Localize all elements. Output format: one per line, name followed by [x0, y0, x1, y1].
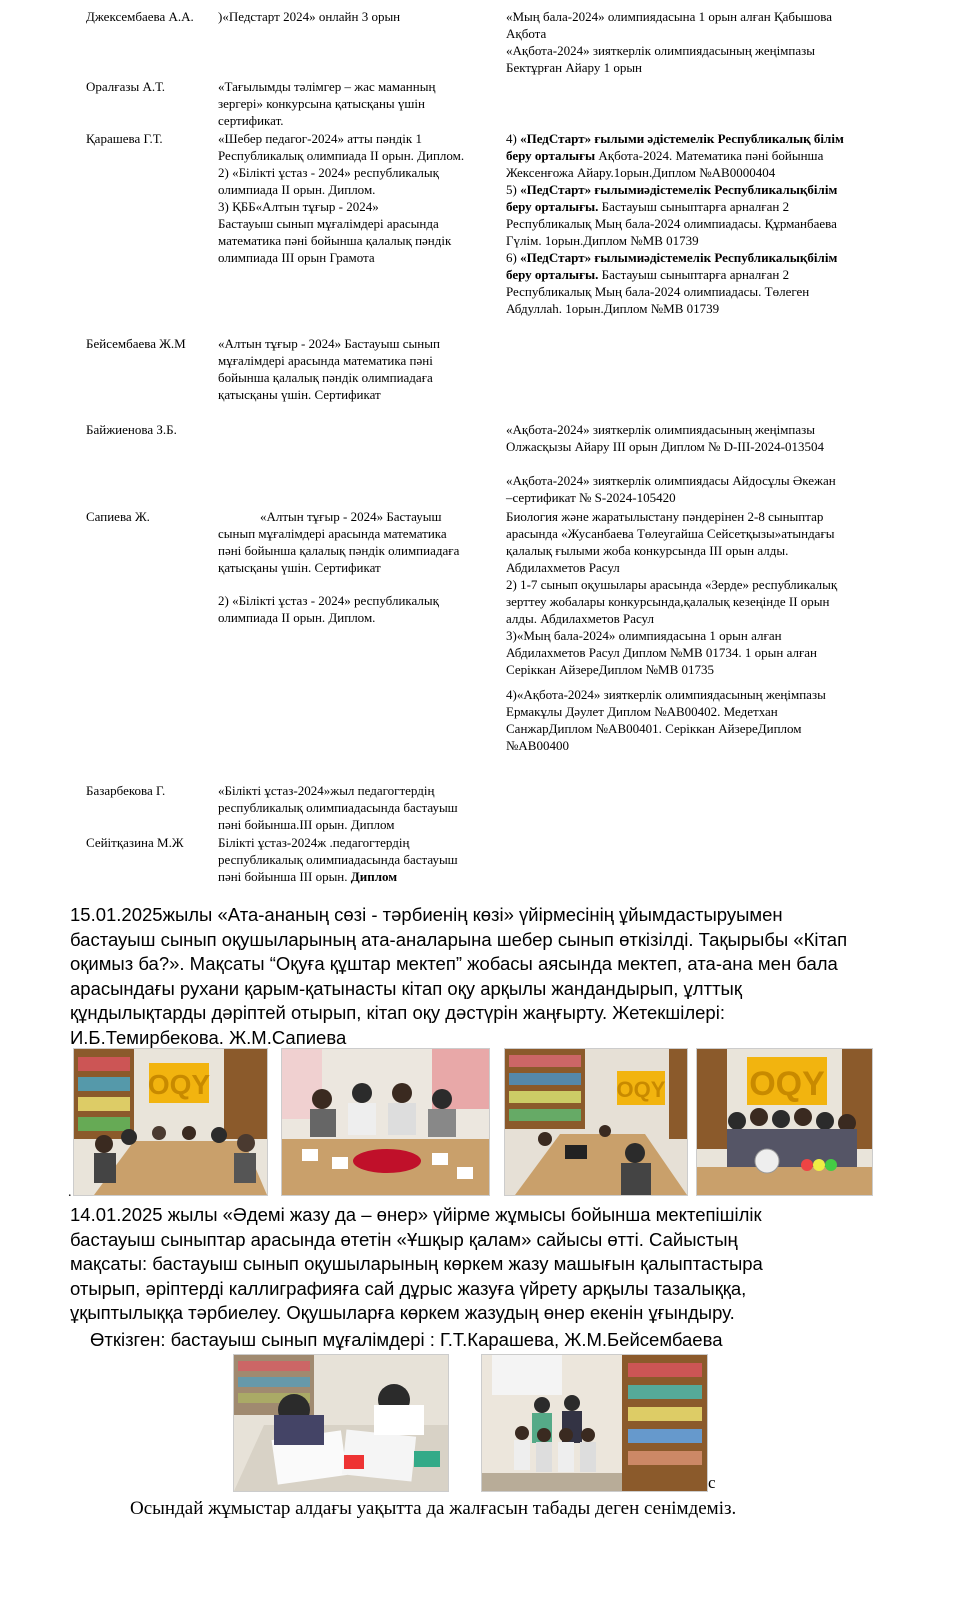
teacher-name: Оралғазы А.Т.: [86, 79, 166, 94]
teacher-achievement: «Білікті ұстаз-2024»жыл педагогтердің республикалық олимпиадасында бастауыш пәні бойынша.III орын. Диплом: [218, 783, 458, 832]
achievement-text: Білікті ұстаз-2024ж .педагогтердің республикалық олимпиадасында бастауыш пәні бойынша III орын.: [218, 835, 458, 884]
teacher-achievement: 2) «Білікті ұстаз - 2024» республикалық олимпиада II орын. Диплом.: [218, 593, 439, 625]
calligraphy-photo-2: [481, 1354, 708, 1492]
banner-text: OQY: [749, 1065, 825, 1103]
teacher-achievement: «Алтын тұғыр - 2024» Бастауыш сынып мұғалімдері арасында математика пәні бойынша қалалық пәндік олимпиадаға қатысқаны үшін. Сертификат: [218, 509, 460, 575]
event-photo-2: [281, 1048, 490, 1196]
stray-dot: .: [68, 1185, 72, 1200]
teacher-achievement: [218, 834, 458, 885]
teacher-name: Сейітқазина М.Ж: [86, 835, 184, 850]
event-paragraph-1: 15.01.2025жылы «Ата-ананың сөзі - тәрбиенің көзі» үйірмесінің ұйымдастыруымен бастауыш сынып оқушыларының ата-аналарына шебер сынып өткізілді. Тақырыбы «Кітап оқимыз ба?». Мақсаты “Оқуға құштар мектеп” жобасы аясында мектеп, ата-ана мен бала арасындағы рухани қарым-қатынасты кітап оқу арқылы жандандырып, ұлттық құндылықтарды дәріптей отырып, кітап оқу дәстүрін жаңғырту. Жетекшілері: И.Б.Темирбекова. Ж.М.Сапиева: [70, 904, 848, 1048]
item-prefix: 4): [506, 131, 521, 146]
teacher-achievement: «Шебер педагог-2024» атты пәндік 1 Республикалық олимпиада II орын. Диплом. 2) «Білікті ұстаз - 2024» республикалық олимпиада II орын. Диплом. 3) ҚББ«Алтын тұғыр - 2024» Бастауыш сынып мұғалімдері арасында математика пәні бойынша қалалық пәндік олимпиада III орын Грамота: [218, 131, 465, 265]
student-achievement: 4)«Ақбота-2024» зияткерлік олимпиядасының жеңімпазы Ермакұлы Дәулет Диплом №АВ00402. Медетхан СанжарДиплом №АВ00401. Серіккан АйзереДиплом №АВ00400: [506, 687, 826, 753]
org-name-bold: «ПедСтарт» ғылымиәдістемелік Республикалықбілім беру орталығы.: [506, 182, 838, 214]
student-achievement: [506, 130, 844, 317]
event-photo-1: [73, 1048, 268, 1196]
student-achievement: «Мың бала-2024» олимпиядасына 1 орын алған Қабышова Ақбота «Ақбота-2024» зияткерлік олимпиядасының жеңімпазы Бектұрған Айару 1 орын: [506, 9, 833, 75]
item-text: Бастауыш сыныптарға арналған 2 Республикалық Мың бала-2024 олимпиадасы. Құрманбаева Гүлім. 1орын.Диплом №МВ 01739: [506, 199, 837, 248]
event-photo-4: [696, 1048, 873, 1196]
teacher-name: Байжиенова З.Б.: [86, 422, 177, 437]
teacher-name: Сапиева Ж.: [86, 509, 150, 524]
event-photo-3: [504, 1048, 688, 1196]
closing-sentence: Осындай жұмыстар алдағы уақытта да жалғасын табады деген сенімдеміз.: [130, 1498, 737, 1519]
org-name-bold: «ПедСтарт» ғылыми әдістемелік Республикалық білім беру орталығы: [506, 131, 844, 163]
item-prefix: 5): [506, 182, 521, 197]
teacher-name: Бейсембаева Ж.М: [86, 336, 186, 351]
calligraphy-photo-1: [233, 1354, 449, 1492]
stray-letter: с: [708, 1473, 716, 1492]
event-paragraph-2: 14.01.2025 жылы «Әдемі жазу да – өнер» үйірме жұмысы бойынша мектепішілік бастауыш сыныптар арасында өтетін «Ұшқыр қалам» сайысы өтті. Сайыстың мақсаты: бастауыш сынып оқушыларының көркем жазу машығын қалыптастыра отырып, әріптерді каллиграфияға сай дұрыс жазуға үйрету арқылы тазалыққа, ұқыптылыққа тәрбиелеу. Оқушыларға көркем жазудың өнер екенін ұғындыру.: [70, 1204, 763, 1323]
teacher-achievement: «Тағылымды тәлімгер – жас маманның зергері» конкурсына қатысқаны үшін сертификат.: [218, 79, 436, 128]
teacher-achievement: )«Педстарт 2024» онлайн 3 орын: [218, 9, 401, 24]
student-achievement: «Ақбота-2024» зияткерлік олимпиядасының жеңімпазы Олжасқызы Айару III орын Диплом № D-III-2024-013504 «Ақбота-2024» зияткерлік олимпиядасы Айдосұлы Әкежан –сертификат № S-2024-105420: [506, 422, 836, 505]
teacher-name: Джексембаева А.А.: [86, 9, 194, 24]
item-text: Бастауыш сыныптарға арналған 2 Республикалық Мың бала-2024 олимпиадасы. Төлеген Абдуллаһ. 1орын.Диплом №МВ 01739: [506, 267, 810, 316]
org-name-bold: «ПедСтарт» ғылымиәдістемелік Республикалықбілім беру орталығы.: [506, 250, 838, 282]
teacher-name: Қарашева Г.Т.: [86, 131, 163, 146]
item-text: Ақбота-2024. Математика пәні бойынша Жексенғожа Айару.1орын.Диплом №АВ0000404: [506, 148, 824, 180]
banner-text: OQY: [616, 1077, 666, 1102]
student-achievement: Биология және жаратылыстану пәндерінен 2-8 сыныптар арасында «Жусанбаева Төлеугайша Сейсетқызы»атындағы қалалық ғылыми жоба конкурсында III орын алды. Абдилахметов Расул 2) 1-7 сынып оқушылары арасында «Зерде» республикалық зерттеу жобалары конкурсында,қалалық кезеңінде II орын алды. Абдилахметов Расул 3)«Мың бала-2024» олимпиядасына 1 орын алған Абдилахметов Расул Диплом №МВ 01734. 1 орын алған Серіккан АйзереДиплом №МВ 01735: [506, 509, 838, 677]
teacher-name: Базарбекова Г.: [86, 783, 166, 798]
teacher-achievement: «Алтын тұғыр - 2024» Бастауыш сынып мұғалімдері арасында математика пәні бойынша қалалық пәндік олимпиадаға қатысқаны үшін. Сертификат: [218, 336, 440, 402]
banner-text: OQY: [147, 1069, 211, 1100]
item-prefix: 6): [506, 250, 521, 265]
event-organizers: Өткізген: бастауыш сынып мұғалімдері : Г.Т.Карашева, Ж.М.Бейсембаева: [90, 1329, 723, 1350]
diploma-bold: Диплом: [350, 869, 398, 884]
